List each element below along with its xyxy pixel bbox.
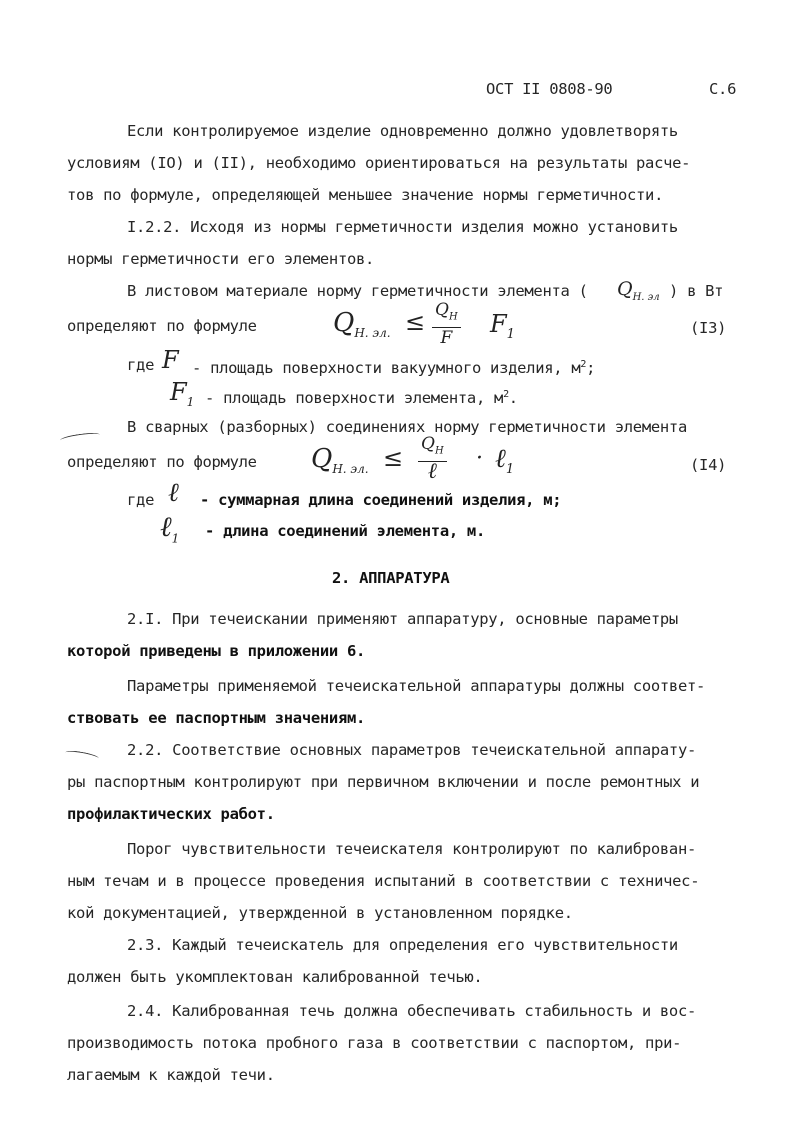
handwritten-symbol: $Q_{Н. эл}$ bbox=[617, 278, 660, 303]
text-line: нормы герметичности его элементов. bbox=[67, 250, 375, 268]
formula-number: (I4) bbox=[690, 456, 727, 474]
text-line: профилактических работ. bbox=[67, 805, 275, 823]
formula-factor: ℓ$_1$ bbox=[495, 444, 515, 478]
text-line: 2.3. Каждый течеискатель для определения его чувствительности bbox=[127, 936, 678, 954]
document-code: ОСТ II 0808-90 bbox=[486, 80, 613, 98]
formula-lhs: $Q_{Н. эл.}$ bbox=[311, 444, 369, 477]
text-line: - длина соединений элемента, м. bbox=[205, 522, 485, 540]
text-line: - площадь поверхности элемента, $м^2$. bbox=[205, 389, 518, 408]
text-line: должен быть укомплектован калиброванной течью. bbox=[67, 968, 483, 986]
text-line: 2.I. При течеискании применяют аппаратуру, основные параметры bbox=[127, 610, 678, 628]
text-line: 2.2. Соответствие основных параметров течеискательной аппарату- bbox=[127, 741, 697, 759]
text-line: - площадь поверхности вакуумного изделия, $м^2$; bbox=[192, 359, 596, 378]
formula-relation: ≤ bbox=[405, 308, 426, 336]
formula-number: (I3) bbox=[690, 319, 727, 337]
text-line: тов по формуле, определяющей меньшее значение нормы герметичности. bbox=[67, 186, 664, 204]
text-line: 2.4. Калиброванная течь должна обеспечивать стабильность и вос- bbox=[127, 1002, 697, 1020]
formula-dot: · bbox=[476, 446, 483, 471]
text-line: ствовать ее паспортным значениям. bbox=[67, 709, 366, 727]
text-line: ным течам и в процессе проведения испытаний в соответствии с техничес- bbox=[67, 872, 700, 890]
text-line: - суммарная длина соединений изделия, м; bbox=[200, 491, 562, 509]
text-line: Если контролируемое изделие одновременно должно удовлетворять bbox=[127, 122, 678, 140]
text-line: лагаемым к каждой течи. bbox=[67, 1066, 275, 1084]
text-line: В сварных (разборных) соединениях норму герметичности элемента bbox=[127, 418, 687, 436]
text-line: Порог чувствительности течеискателя контролируют по калиброван- bbox=[127, 840, 697, 858]
text-line: определяют по формуле bbox=[67, 453, 257, 471]
handwritten-symbol: ℓ$_1$ bbox=[160, 510, 180, 546]
page-number: С.6 bbox=[709, 80, 737, 98]
margin-mark bbox=[60, 431, 101, 443]
text-line: В листовом материале норму герметичности элемента ( bbox=[127, 282, 588, 300]
text-line: ) в Вт bbox=[669, 282, 724, 300]
text-line: производимость потока пробного газа в соответствии с паспортом, при- bbox=[67, 1034, 682, 1052]
text-line: кой документацией, утвержденной в установленном порядке. bbox=[67, 904, 573, 922]
handwritten-symbol: ℓ bbox=[168, 478, 179, 508]
section-title: 2. АППАРАТУРА bbox=[332, 569, 450, 587]
text-line: определяют по формуле bbox=[67, 317, 257, 335]
text-line: где bbox=[127, 491, 155, 509]
text-line: где bbox=[127, 356, 155, 374]
text-line: Параметры применяемой течеискательной аппаратуры должны соответ- bbox=[127, 677, 706, 695]
formula-relation: ≤ bbox=[383, 444, 404, 472]
formula-lhs: $Q_{Н. эл.}$ bbox=[333, 308, 391, 341]
handwritten-symbol: F bbox=[162, 346, 179, 374]
text-line: условиям (IO) и (II), необходимо ориентироваться на результаты расче- bbox=[67, 154, 691, 172]
formula-fraction: $Q_Н$ ℓ bbox=[418, 434, 447, 482]
text-line: ры паспортным контролируют при первичном включении и после ремонтных и bbox=[67, 773, 700, 791]
text-line: которой приведены в приложении 6. bbox=[67, 642, 366, 660]
handwritten-symbol: $F_1$ bbox=[170, 378, 195, 409]
formula-factor: $F_1$ bbox=[490, 310, 515, 342]
formula-fraction: $Q_Н$ F bbox=[432, 300, 461, 348]
text-line: I.2.2. Исходя из нормы герметичности изделия можно установить bbox=[127, 218, 678, 236]
margin-mark bbox=[65, 749, 100, 762]
